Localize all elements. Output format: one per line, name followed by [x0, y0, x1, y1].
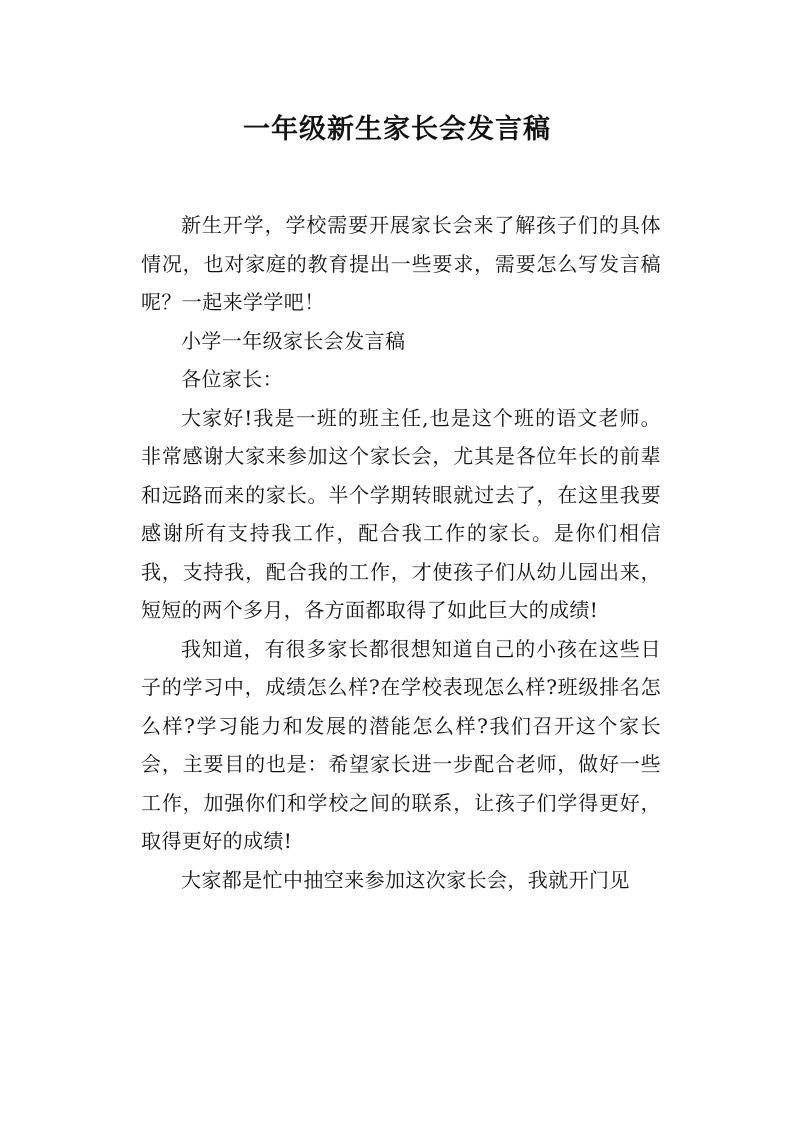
body-paragraph: 大家好!我是一班的班主任,也是这个班的语文老师。非常感谢大家来参加这个家长会，尤其是各位年长的前辈和远路而来的家长。半个学期转眼就过去了，在这里我要感谢所有支持我工作，配合我工作的家长。是你们相信我，支持我，配合我的工作，才使孩子们从幼儿园出来，短短的两个多月，各方面都取得了如此巨大的成绩! — [141, 405, 661, 622]
document-title: 一年级新生家长会发言稿 — [243, 114, 551, 145]
body-paragraph: 我知道，有很多家长都很想知道自己的小孩在这些日子的学习中，成绩怎么样?在学校表现怎么样?班级排名怎么样?学习能力和发展的潜能怎么样?我们召开这个家长会，主要目的也是：希望家长进一步配合老师，做好一些工作，加强你们和学校之间的联系，让孩子们学得更好，取得更好的成绩! — [141, 636, 661, 853]
salutation: 各位家长： — [181, 367, 283, 391]
document-body — [141, 206, 661, 899]
intro-paragraph: 新生开学，学校需要开展家长会来了解孩子们的具体情况，也对家庭的教育提出一些要求，需要怎么写发言稿呢？一起来学学吧！ — [141, 213, 661, 314]
speech-heading: 小学一年级家长会发言稿 — [181, 328, 406, 353]
body-paragraph: 大家都是忙中抽空来参加这次家长会，我就开门见 — [181, 867, 630, 892]
